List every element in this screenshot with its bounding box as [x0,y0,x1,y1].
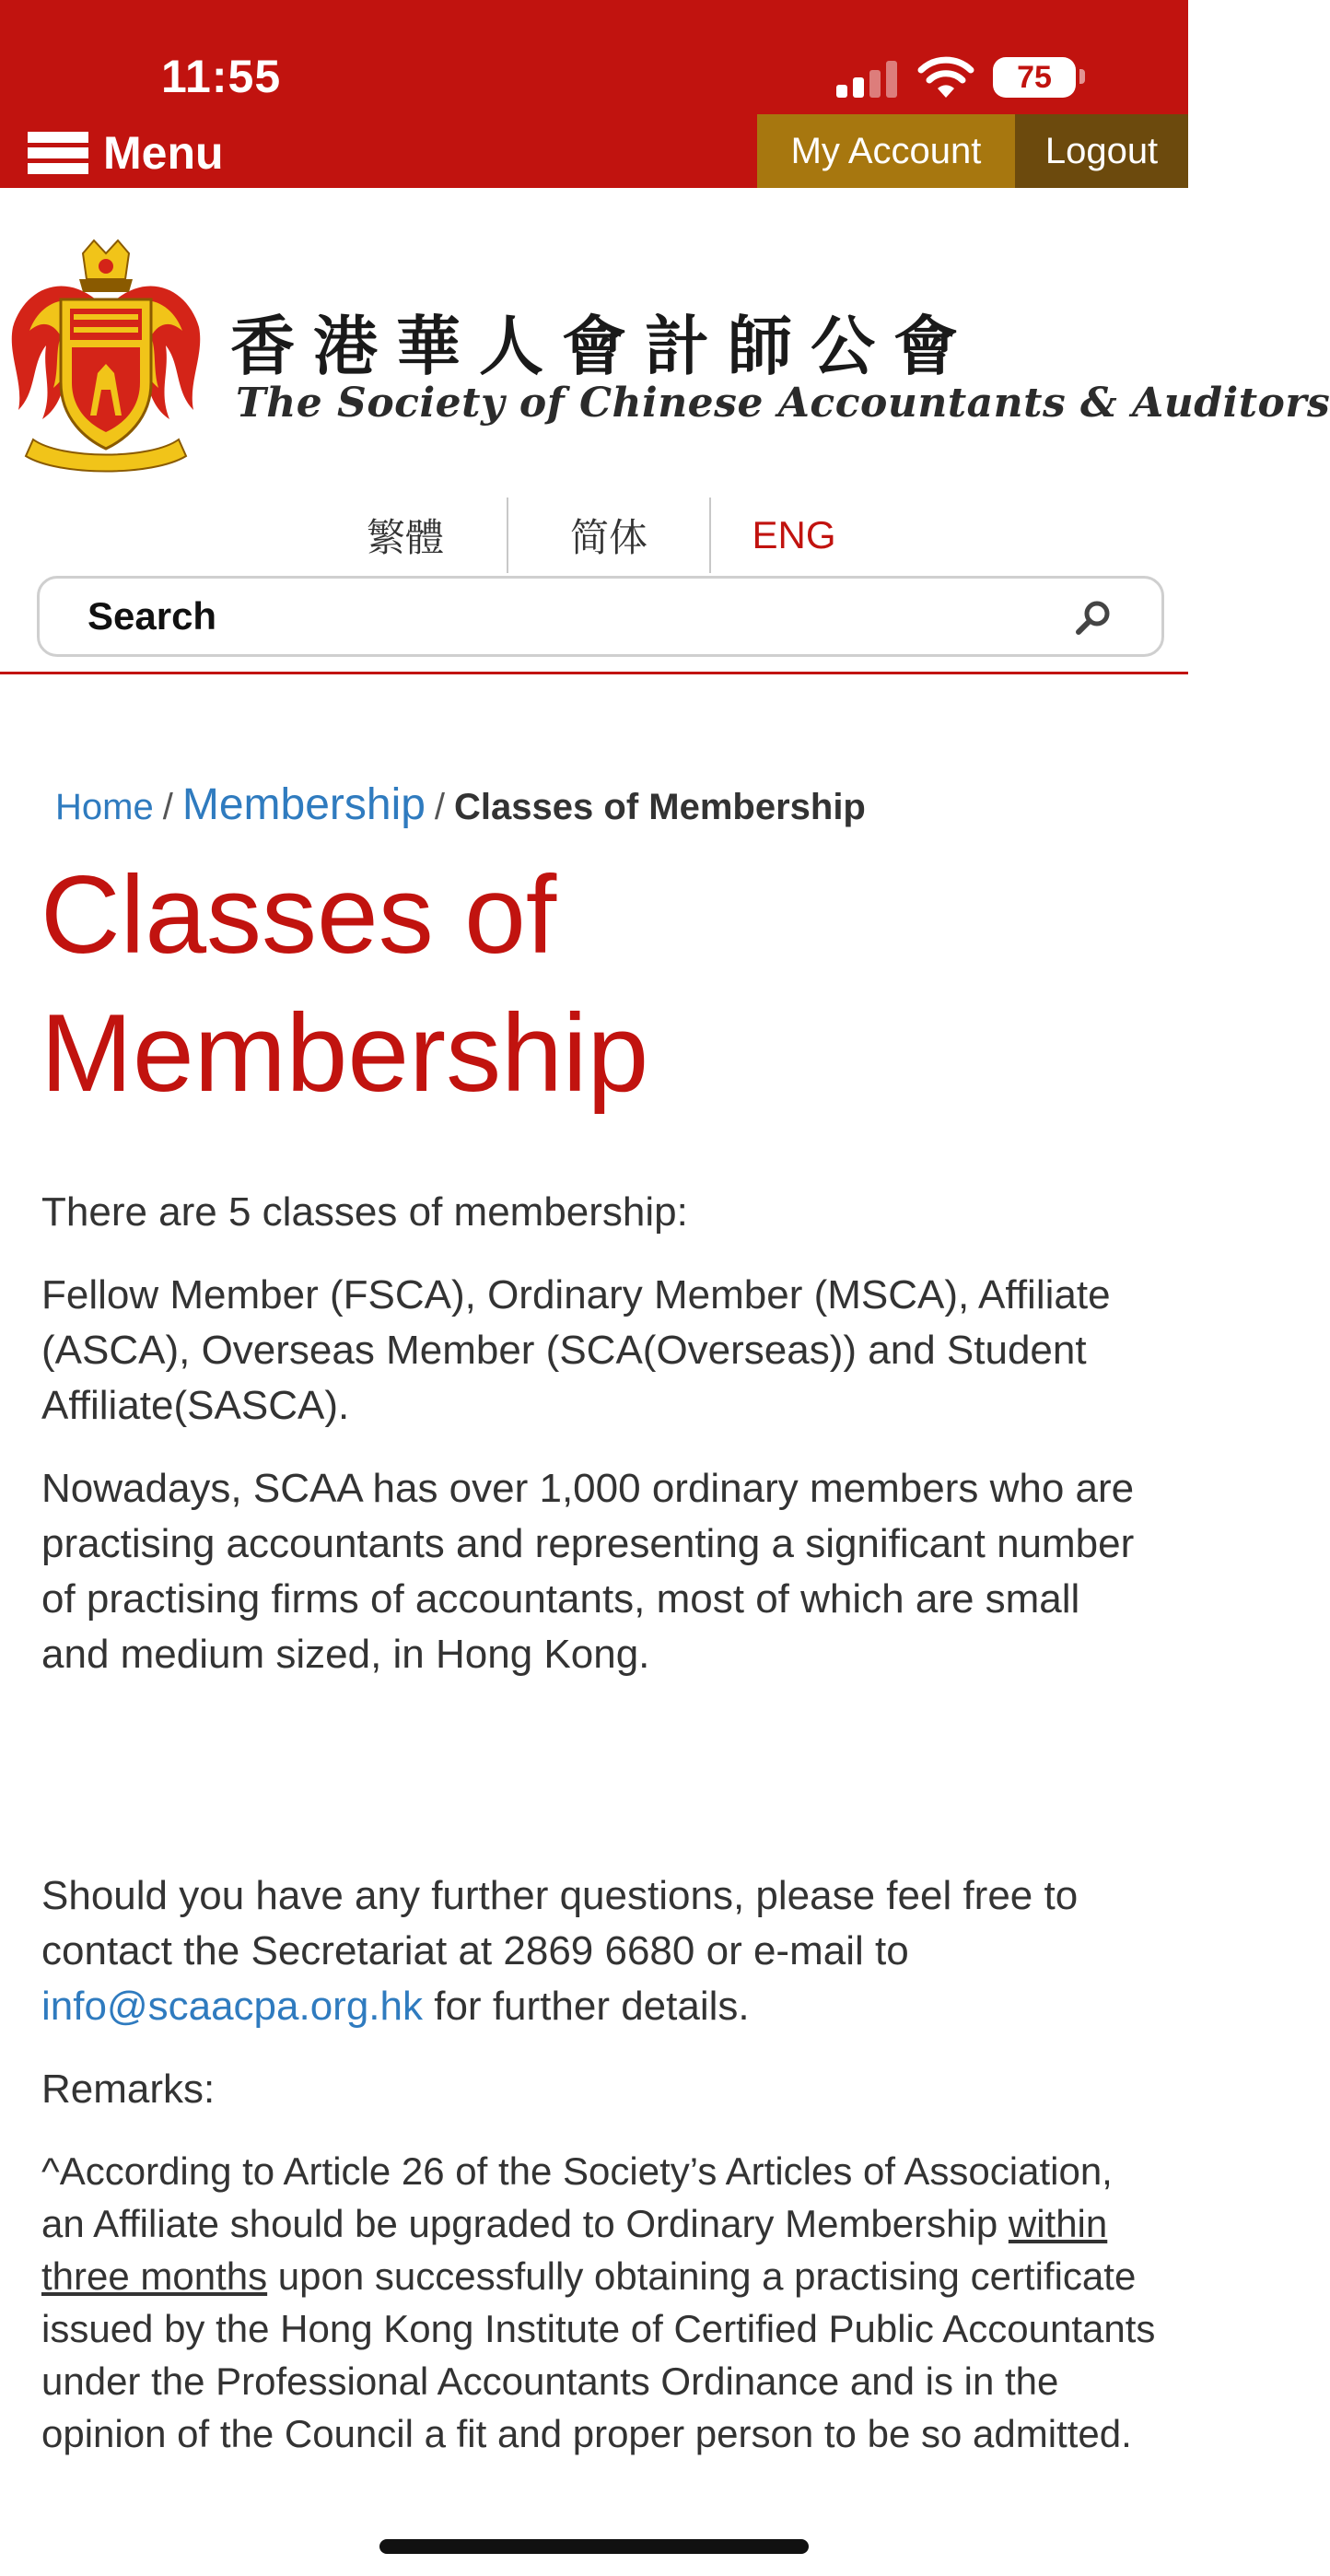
article-remark-paragraph [41,2145,1156,2460]
language-simplified-chinese[interactable]: 简体 [508,498,711,573]
menu-button[interactable] [28,127,249,179]
contact-paragraph [41,1868,1156,2034]
members-paragraph: Nowadays, SCAA has over 1,000 ordinary members who are practising accountants and representing a significant number of practising firms of accountants, most of which are small and medium sized, in Hong Kong. [41,1466,1135,1677]
top-bar [0,0,1188,188]
menu-label: Menu [103,127,224,179]
contact-text: Should you have any further questions, please feel free to contact the Secretariat at 2869 6680 or e-mail to [41,1873,1079,1973]
article-text-end: upon successfully obtaining a practising certificate issued by the Hong Kong Institute of Certified Public Accountants under the Professional Accountants Ordinance and is in the opinion of the Council a fit and proper person to be so admitted. [41,2254,1156,2455]
battery-icon: 75 [993,57,1076,98]
battery-nub [1079,69,1085,84]
breadcrumb-separator: / [434,787,446,827]
search-icon[interactable] [1073,597,1114,638]
search-bar [37,576,1164,657]
home-indicator[interactable] [379,2539,809,2554]
my-account-button[interactable]: My Account [757,114,1015,188]
breadcrumb [55,779,866,830]
society-crest-logo[interactable] [6,235,206,473]
search-input[interactable] [88,579,1009,654]
remarks-heading: Remarks: [41,2067,216,2112]
language-traditional-chinese[interactable]: 繁體 [304,498,508,573]
wifi-icon [917,55,974,100]
language-english[interactable]: ENG [752,513,836,556]
page-title: Classes of Membership [41,853,649,1115]
main-content [41,1185,1156,2460]
hamburger-icon [28,132,88,174]
contact-text-end: for further details. [423,1984,750,2029]
header-divider [0,672,1188,674]
logo-chinese-name: 香港華人會計師公會 [230,308,976,384]
article-underlined-text: within three months [41,2202,1108,2298]
breadcrumb-home-link[interactable]: Home [55,787,154,827]
intro-paragraph: There are 5 classes of membership: [41,1189,688,1235]
signal-icon [836,61,901,98]
status-time: 11:55 [161,51,282,102]
breadcrumb-current: Classes of Membership [454,787,866,827]
article-text: ^According to Article 26 of the Society’s Articles of Association, an Affiliate should be upgraded to Ordinary Membership [41,2149,1113,2245]
breadcrumb-separator: / [162,787,173,827]
breadcrumb-membership-link[interactable]: Membership [181,780,426,829]
logout-button[interactable]: Logout [1015,114,1188,188]
membership-classes-paragraph: Fellow Member (FSCA), Ordinary Member (MSCA), Affiliate (ASCA), Overseas Member (SCA(Overseas)) and Student Affiliate(SASCA). [41,1272,1111,1428]
status-icons [836,55,1085,101]
email-link[interactable]: info@scaacpa.org.hk [41,1984,424,2029]
logo-english-name: The Society of Chinese Accountants & Auditors [236,380,1330,427]
